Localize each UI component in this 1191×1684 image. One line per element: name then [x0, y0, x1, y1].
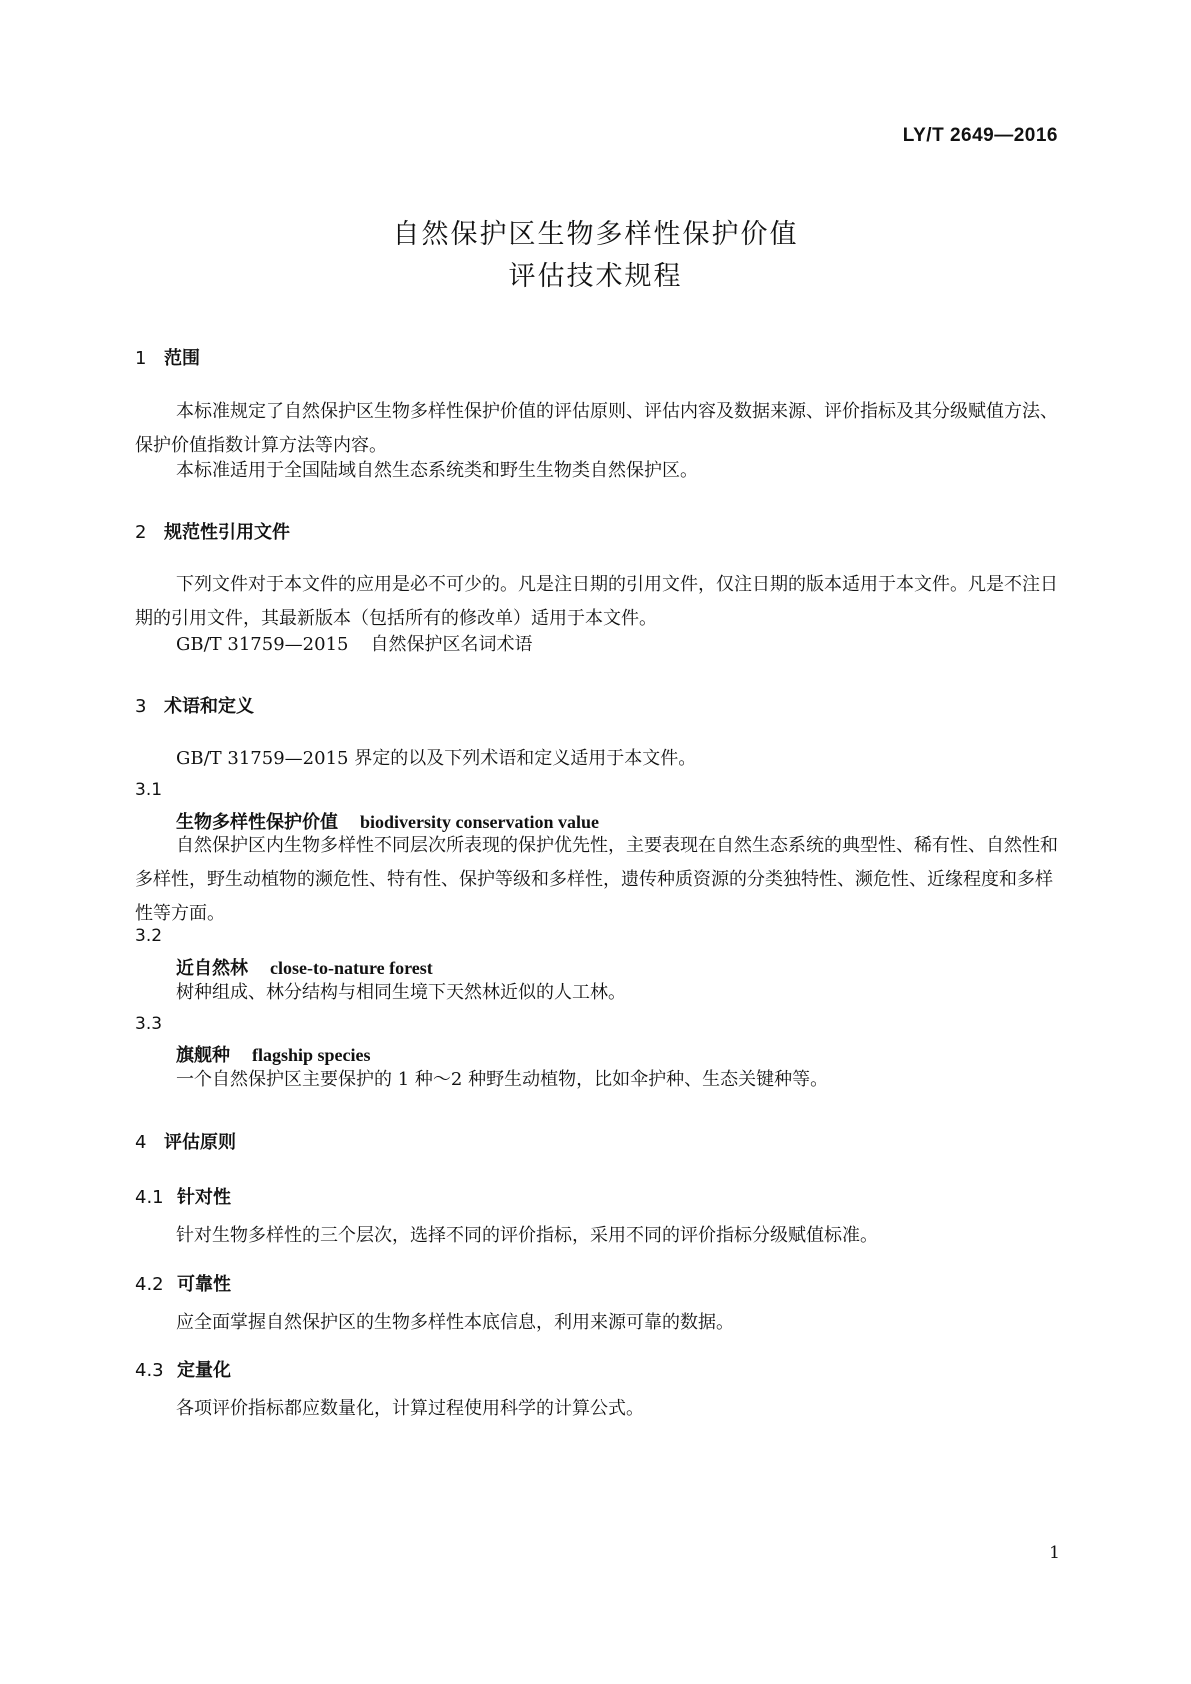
section-title: 术语和定义: [164, 696, 254, 717]
subsection-number: 4.3: [135, 1360, 164, 1381]
subsection-title: 可靠性: [177, 1274, 231, 1295]
reference-title: 自然保护区名词术语: [370, 634, 533, 655]
paragraph: 下列文件对于本文件的应用是必不可少的。凡是注日期的引用文件，仅注日期的版本适用于本文件。凡是不注日期的引用文件，其最新版本（包括所有的修改单）适用于本文件。: [135, 574, 1058, 629]
subsection-number: 4.1: [135, 1187, 164, 1208]
document-title-line-2: 评估技术规程: [508, 261, 683, 292]
section-1-heading: [135, 344, 200, 370]
term-zh: 生物多样性保护价值: [176, 812, 338, 833]
term-en: close-to-nature forest: [270, 958, 433, 978]
section-number: 1: [135, 348, 147, 369]
section-title: 规范性引用文件: [164, 522, 290, 543]
subsection-number: 4.2: [135, 1274, 164, 1295]
section-title: 评估原则: [164, 1132, 236, 1153]
term-en: biodiversity conservation value: [360, 812, 599, 832]
section-number: 4: [135, 1132, 147, 1153]
paragraph: 各项评价指标都应数量化，计算过程使用科学的计算公式。: [176, 1398, 644, 1419]
paragraph: 本标准规定了自然保护区生物多样性保护价值的评估原则、评估内容及数据来源、评价指标及其分级赋值方法、保护价值指数计算方法等内容。: [135, 401, 1058, 456]
subsection-4-2-heading: [135, 1270, 231, 1296]
clause-number: 3.2: [135, 926, 163, 946]
paragraph: 本标准适用于全国陆域自然生态系统类和野生生物类自然保护区。: [176, 460, 698, 481]
page-number: 1: [1049, 1543, 1060, 1563]
standard-code: LY/T 2649—2016: [902, 125, 1058, 146]
section-number: 2: [135, 522, 147, 543]
term-zh: 旗舰种: [176, 1045, 230, 1066]
section-4-heading: [135, 1128, 236, 1154]
subsection-title: 定量化: [177, 1360, 231, 1381]
term-definition: 树种组成、林分结构与相同生境下天然林近似的人工林。: [176, 982, 626, 1003]
paragraph: 针对生物多样性的三个层次，选择不同的评价指标，采用不同的评价指标分级赋值标准。: [176, 1225, 878, 1246]
subsection-4-3-heading: [135, 1356, 231, 1382]
term-en: flagship species: [252, 1045, 371, 1065]
section-2-heading: [135, 518, 290, 544]
clause-number: 3.3: [135, 1014, 163, 1034]
reference-code: GB/T 31759—2015: [176, 634, 349, 655]
term-definition: 自然保护区内生物多样性不同层次所表现的保护优先性，主要表现在自然生态系统的典型性、稀有性、自然性和多样性，野生动植物的濒危性、特有性、保护等级和多样性，遗传种质资源的分类独特性、濒危性、近缘程度和多样性等方面。: [135, 835, 1058, 924]
section-title: 范围: [164, 348, 200, 369]
section-number: 3: [135, 696, 147, 717]
term-definition: 一个自然保护区主要保护的 1 种～2 种野生动植物，比如伞护种、生态关键种等。: [176, 1069, 829, 1090]
clause-number: 3.1: [135, 780, 163, 800]
paragraph: GB/T 31759—2015 界定的以及下列术语和定义适用于本文件。: [176, 748, 697, 769]
paragraph: 应全面掌握自然保护区的生物多样性本底信息，利用来源可靠的数据。: [176, 1312, 734, 1333]
document-title-line-1: 自然保护区生物多样性保护价值: [392, 219, 799, 250]
term-zh: 近自然林: [176, 958, 248, 979]
normative-reference: [135, 628, 1060, 662]
subsection-title: 针对性: [177, 1187, 231, 1208]
subsection-4-1-heading: [135, 1183, 231, 1209]
section-3-heading: [135, 692, 254, 718]
